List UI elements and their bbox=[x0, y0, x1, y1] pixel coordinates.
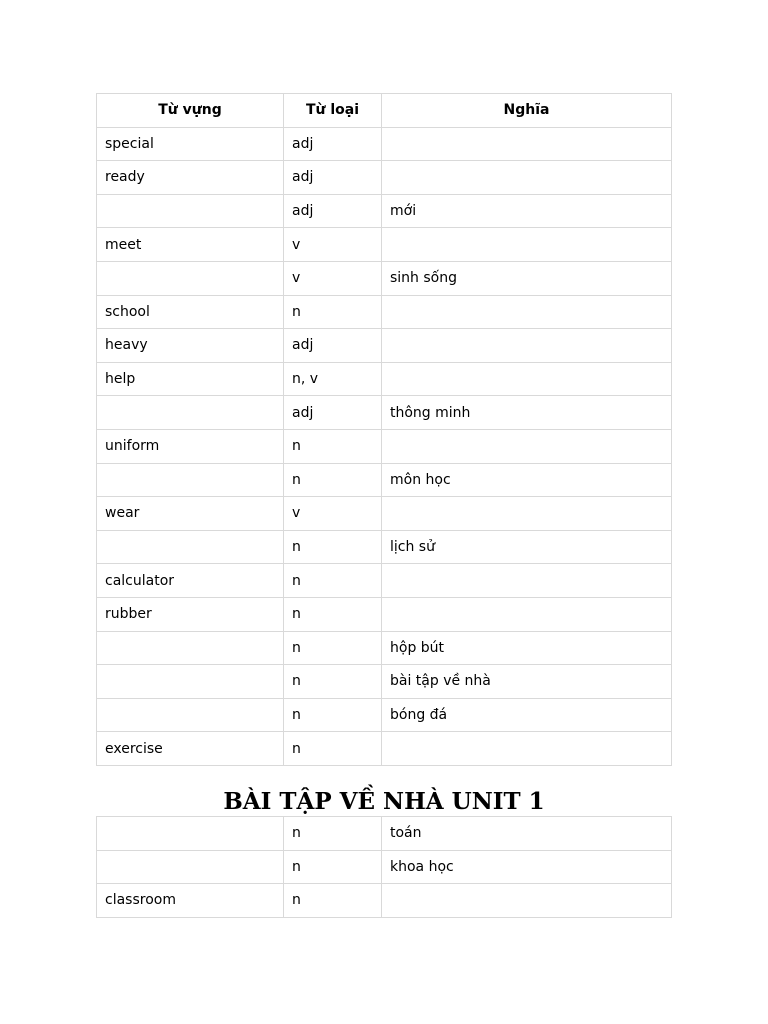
table-row bbox=[97, 597, 672, 631]
word-type-cell: n bbox=[284, 295, 382, 329]
table-row bbox=[97, 396, 672, 430]
table-row bbox=[97, 261, 672, 295]
table-row bbox=[97, 665, 672, 699]
word-cell: exercise bbox=[97, 732, 284, 766]
meaning-cell bbox=[382, 429, 672, 463]
word-cell: wear bbox=[97, 497, 284, 531]
table-row bbox=[97, 631, 672, 665]
table-row bbox=[97, 850, 672, 884]
table-header-row bbox=[97, 94, 672, 128]
section-title: BÀI TẬP VỀ NHÀ UNIT 1 bbox=[223, 788, 545, 815]
word-cell: classroom bbox=[97, 884, 284, 918]
meaning-cell: hộp bút bbox=[382, 631, 672, 665]
vocabulary-table-continued-body bbox=[97, 817, 672, 918]
table-row bbox=[97, 497, 672, 531]
word-type-cell: n, v bbox=[284, 362, 382, 396]
word-type-cell: n bbox=[284, 429, 382, 463]
header-type: Từ loại bbox=[284, 94, 382, 128]
table-row bbox=[97, 127, 672, 161]
word-type-cell: adj bbox=[284, 329, 382, 363]
word-cell bbox=[97, 850, 284, 884]
word-cell: special bbox=[97, 127, 284, 161]
meaning-cell bbox=[382, 329, 672, 363]
word-cell: help bbox=[97, 362, 284, 396]
table-row bbox=[97, 530, 672, 564]
word-type-cell: n bbox=[284, 884, 382, 918]
meaning-cell: môn học bbox=[382, 463, 672, 497]
header-meaning: Nghĩa bbox=[382, 94, 672, 128]
word-type-cell: n bbox=[284, 732, 382, 766]
word-cell: heavy bbox=[97, 329, 284, 363]
word-cell bbox=[97, 194, 284, 228]
meaning-cell: bài tập về nhà bbox=[382, 665, 672, 699]
word-type-cell: v bbox=[284, 228, 382, 262]
word-cell bbox=[97, 665, 284, 699]
meaning-cell: mới bbox=[382, 194, 672, 228]
meaning-cell bbox=[382, 732, 672, 766]
table-row bbox=[97, 463, 672, 497]
meaning-cell bbox=[382, 228, 672, 262]
table-row bbox=[97, 362, 672, 396]
word-cell bbox=[97, 530, 284, 564]
table-row bbox=[97, 228, 672, 262]
word-type-cell: n bbox=[284, 597, 382, 631]
vocabulary-table-continued bbox=[96, 816, 672, 918]
word-cell bbox=[97, 261, 284, 295]
meaning-cell: bóng đá bbox=[382, 698, 672, 732]
word-cell: calculator bbox=[97, 564, 284, 598]
word-cell bbox=[97, 698, 284, 732]
word-cell bbox=[97, 817, 284, 851]
word-cell: school bbox=[97, 295, 284, 329]
word-type-cell: n bbox=[284, 817, 382, 851]
meaning-cell bbox=[382, 161, 672, 195]
word-type-cell: n bbox=[284, 530, 382, 564]
vocabulary-table bbox=[96, 93, 672, 766]
vocabulary-table-body bbox=[97, 127, 672, 765]
meaning-cell: lịch sử bbox=[382, 530, 672, 564]
word-cell: uniform bbox=[97, 429, 284, 463]
meaning-cell bbox=[382, 295, 672, 329]
word-type-cell: n bbox=[284, 665, 382, 699]
word-type-cell: adj bbox=[284, 396, 382, 430]
meaning-cell bbox=[382, 127, 672, 161]
table-row bbox=[97, 564, 672, 598]
table-row bbox=[97, 161, 672, 195]
meaning-cell: khoa học bbox=[382, 850, 672, 884]
table-row bbox=[97, 884, 672, 918]
meaning-cell bbox=[382, 884, 672, 918]
table-row bbox=[97, 732, 672, 766]
meaning-cell bbox=[382, 564, 672, 598]
word-cell bbox=[97, 463, 284, 497]
word-type-cell: v bbox=[284, 261, 382, 295]
meaning-cell bbox=[382, 597, 672, 631]
word-type-cell: n bbox=[284, 564, 382, 598]
table-row bbox=[97, 295, 672, 329]
word-cell: ready bbox=[97, 161, 284, 195]
header-word: Từ vựng bbox=[97, 94, 284, 128]
word-type-cell: adj bbox=[284, 127, 382, 161]
word-type-cell: adj bbox=[284, 194, 382, 228]
word-type-cell: n bbox=[284, 698, 382, 732]
word-cell bbox=[97, 631, 284, 665]
meaning-cell bbox=[382, 362, 672, 396]
word-type-cell: n bbox=[284, 850, 382, 884]
table-row bbox=[97, 329, 672, 363]
word-type-cell: v bbox=[284, 497, 382, 531]
meaning-cell: toán bbox=[382, 817, 672, 851]
table-row bbox=[97, 429, 672, 463]
table-row bbox=[97, 194, 672, 228]
word-type-cell: adj bbox=[284, 161, 382, 195]
word-cell bbox=[97, 396, 284, 430]
table-row bbox=[97, 817, 672, 851]
meaning-cell bbox=[382, 497, 672, 531]
word-cell: rubber bbox=[97, 597, 284, 631]
table-row bbox=[97, 698, 672, 732]
meaning-cell: sinh sống bbox=[382, 261, 672, 295]
word-type-cell: n bbox=[284, 463, 382, 497]
meaning-cell: thông minh bbox=[382, 396, 672, 430]
word-type-cell: n bbox=[284, 631, 382, 665]
word-cell: meet bbox=[97, 228, 284, 262]
